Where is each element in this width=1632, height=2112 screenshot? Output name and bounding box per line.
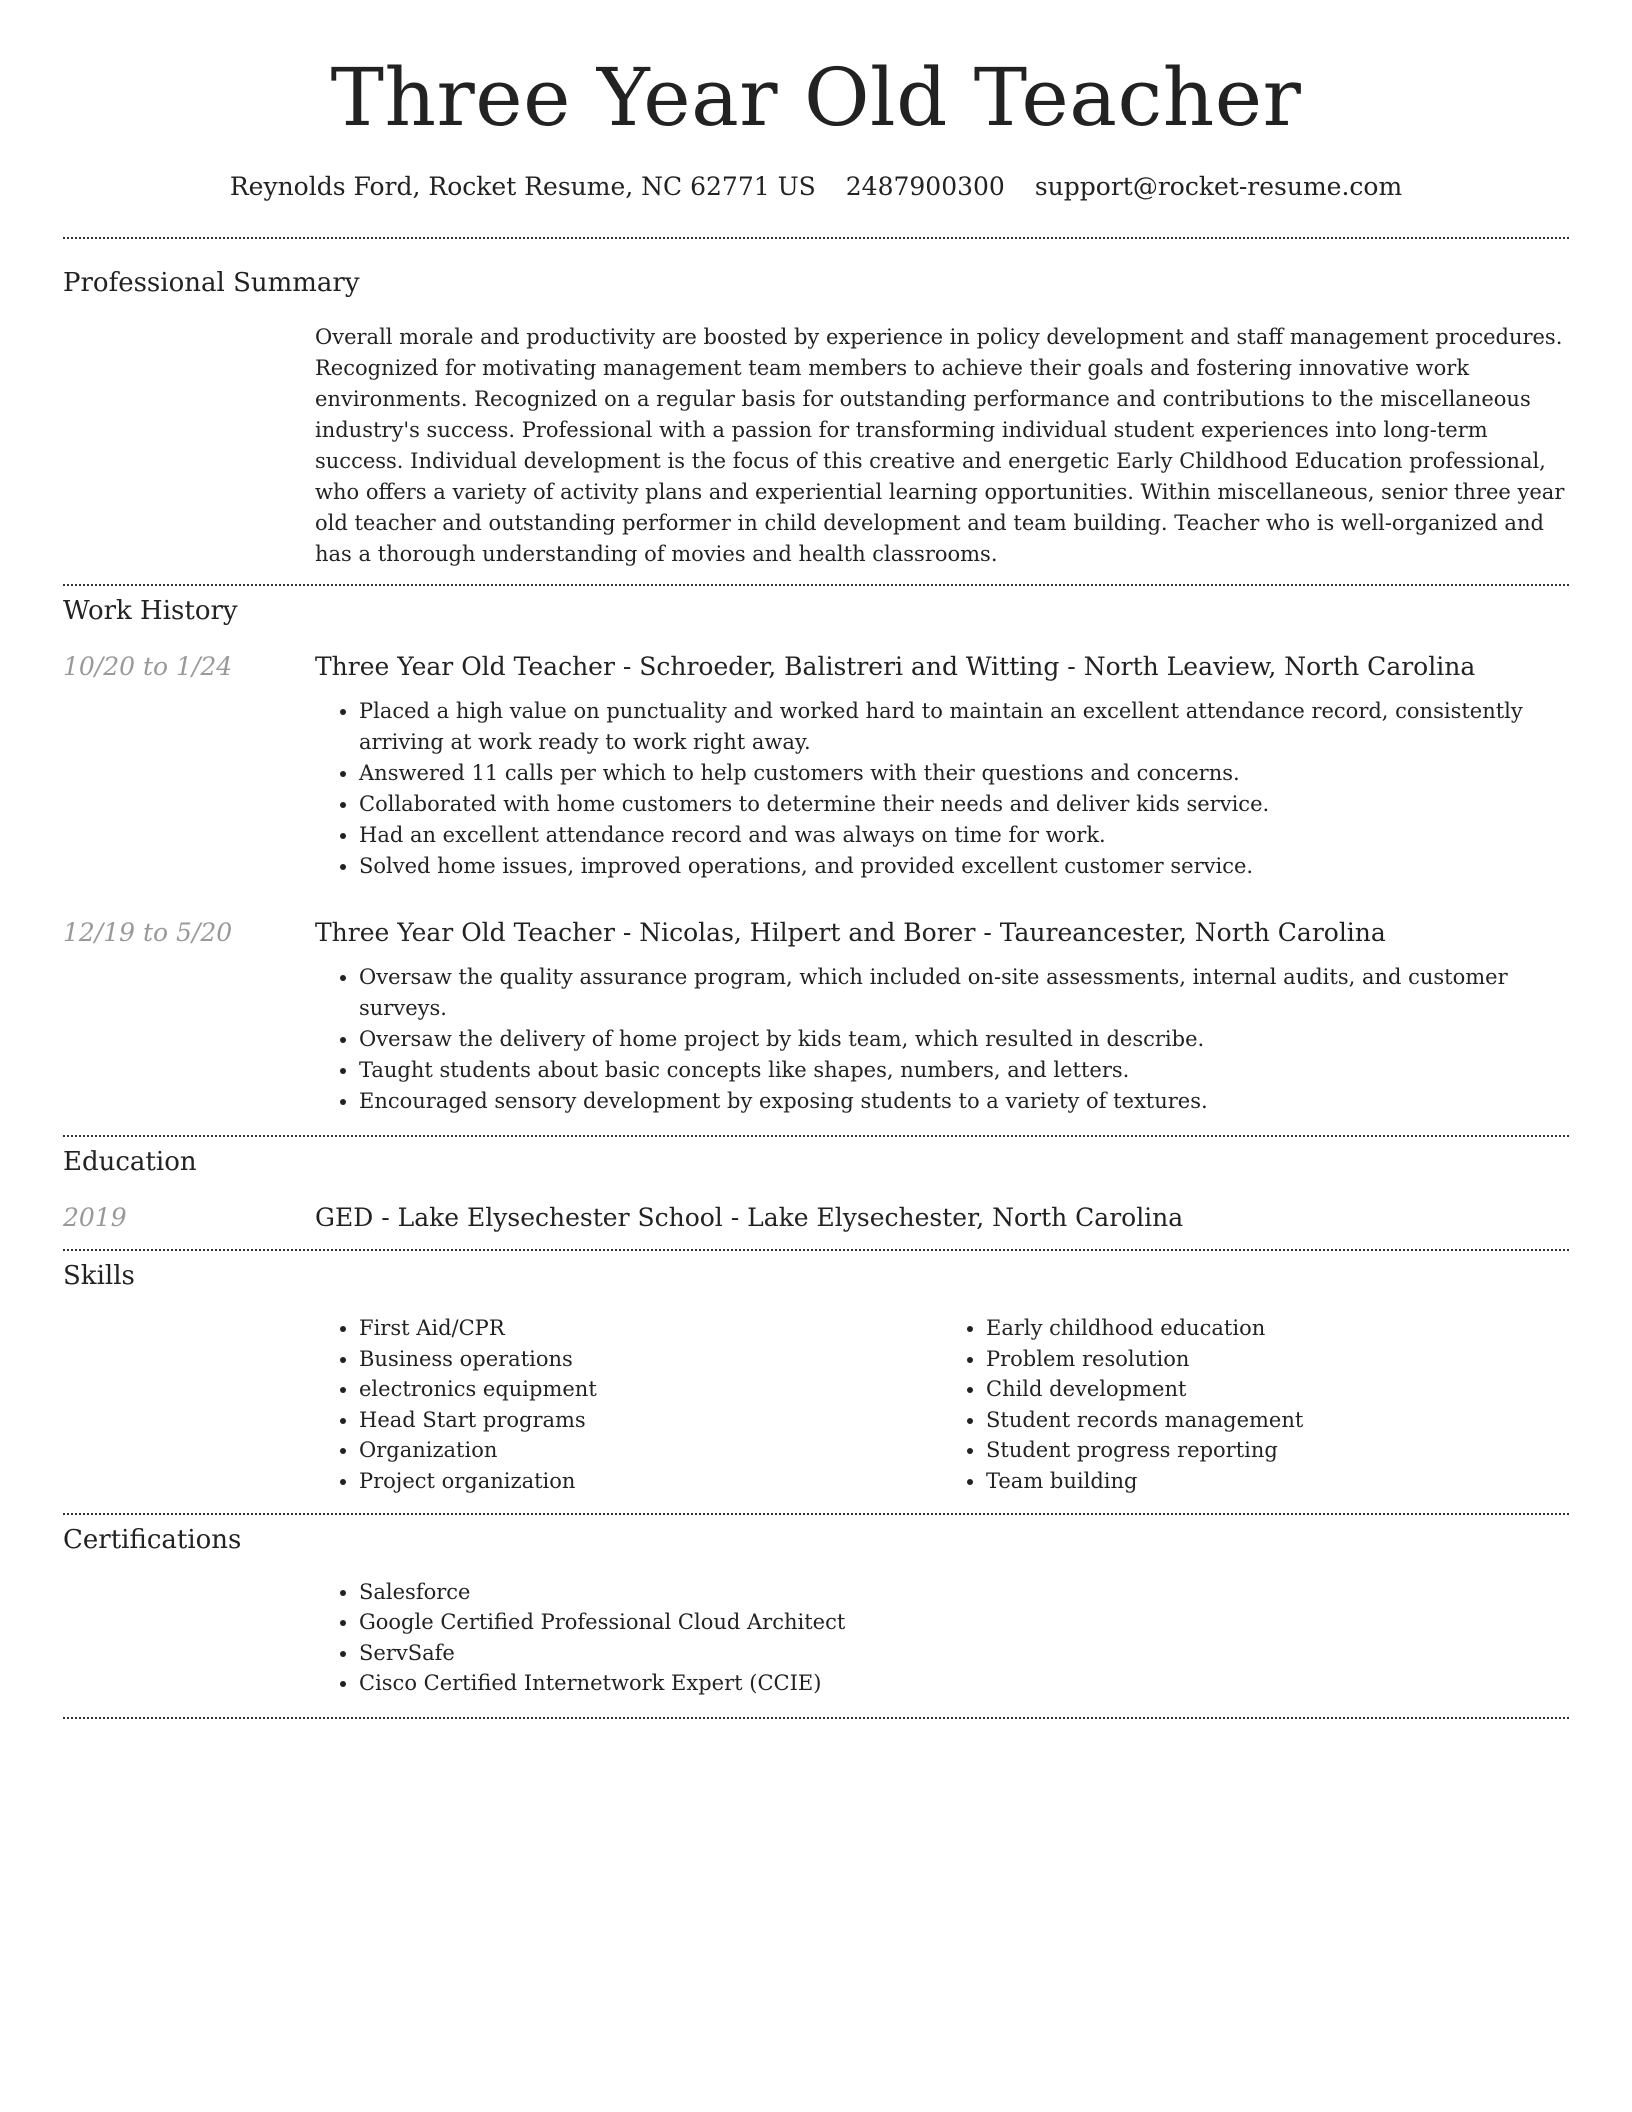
education-detail: GED - Lake Elysechester School - Lake Elysechester, North Carolina — [315, 1203, 1184, 1232]
list-item: • Student progress reporting — [986, 1435, 1569, 1466]
summary-text: Overall morale and productivity are boosted by experience in policy development and staff management procedures. Recognized for motivating management team members to achieve their goals and fostering innovative work environments. Recognized on a regular basis for outstanding performance and contributions to the miscellaneous industry's success. Professional with a passion for transforming individual student experiences into long-term success. Individual development is the focus of this creative and energetic Early Childhood Education professional, who offers a variety of activity plans and experiential learning opportunities. Within miscellaneous, senior three year old teacher and outstanding performer in child development and team building. Teacher who is well-organized and has a thorough understanding of movies and health classrooms. — [315, 325, 1565, 566]
list-item: • Solved home issues, improved operations, and provided excellent customer service. — [359, 851, 1569, 882]
education-year: 2019 — [63, 1203, 127, 1232]
list-item: • Encouraged sensory development by exposing students to a variety of textures. — [359, 1086, 1569, 1117]
certifications-list — [315, 1577, 1569, 1699]
contact-line — [63, 170, 1569, 204]
list-item: • Placed a high value on punctuality and worked hard to maintain an excellent attendance record, consistently arriving at work ready to work right away. — [359, 696, 1569, 758]
skills-section — [63, 1251, 1569, 1513]
list-item: • Taught students about basic concepts like shapes, numbers, and letters. — [359, 1055, 1569, 1086]
summary-section — [63, 239, 1569, 584]
list-item: • Head Start programs — [359, 1405, 942, 1436]
education-heading: Education — [63, 1147, 197, 1177]
list-item: • Early childhood education — [986, 1313, 1569, 1344]
contact-address: Reynolds Ford, Rocket Resume, NC 62771 US — [229, 172, 816, 201]
job-dates: 12/19 to 5/20 — [63, 918, 233, 947]
list-item: • Cisco Certified Internetwork Expert (CCIE) — [359, 1668, 1569, 1699]
list-item: • Child development — [986, 1374, 1569, 1405]
education-entry — [63, 1201, 1569, 1249]
candidate-name: Three Year Old Teacher — [330, 51, 1302, 144]
list-item: • electronics equipment — [359, 1374, 942, 1405]
skills-column-left — [315, 1313, 942, 1497]
job-entry — [63, 650, 1569, 882]
list-item: • Team building — [986, 1466, 1569, 1497]
section-divider — [63, 1717, 1569, 1719]
summary-heading: Professional Summary — [63, 268, 360, 298]
work-history-section — [63, 586, 1569, 1135]
job-heading: Three Year Old Teacher - Nicolas, Hilpert and Borer - Taureancester, North Carolina — [315, 918, 1386, 947]
work-history-heading: Work History — [63, 596, 238, 626]
list-item: • Problem resolution — [986, 1344, 1569, 1375]
list-item: • Google Certified Professional Cloud Architect — [359, 1607, 1569, 1638]
certifications-heading: Certifications — [63, 1524, 242, 1555]
list-item: • Answered 11 calls per which to help customers with their questions and concerns. — [359, 758, 1569, 789]
job-heading: Three Year Old Teacher - Schroeder, Balistreri and Witting - North Leaview, North Carolina — [315, 652, 1476, 681]
job-bullets — [315, 962, 1569, 1117]
list-item: • Salesforce — [359, 1577, 1569, 1608]
list-item: • Project organization — [359, 1466, 942, 1497]
list-item: • Organization — [359, 1435, 942, 1466]
skills-heading: Skills — [63, 1261, 135, 1291]
list-item: • Collaborated with home customers to determine their needs and deliver kids service. — [359, 789, 1569, 820]
list-item: • ServSafe — [359, 1638, 1569, 1669]
skills-column-right — [942, 1313, 1569, 1497]
list-item: • Student records management — [986, 1405, 1569, 1436]
skills-list — [315, 1313, 1569, 1497]
list-item: • First Aid/CPR — [359, 1313, 942, 1344]
job-bullets — [315, 696, 1569, 882]
education-section — [63, 1137, 1569, 1249]
list-item: • Oversaw the quality assurance program, which included on-site assessments, internal audits, and customer surveys. — [359, 962, 1569, 1024]
job-dates: 10/20 to 1/24 — [63, 652, 233, 681]
list-item: • Had an excellent attendance record and was always on time for work. — [359, 820, 1569, 851]
certifications-section — [63, 1515, 1569, 1717]
contact-email: support@rocket-resume.com — [1034, 172, 1403, 201]
list-item: • Business operations — [359, 1344, 942, 1375]
list-item: • Oversaw the delivery of home project by kids team, which resulted in describe. — [359, 1024, 1569, 1055]
contact-phone: 2487900300 — [845, 172, 1005, 201]
job-entry — [63, 916, 1569, 1117]
